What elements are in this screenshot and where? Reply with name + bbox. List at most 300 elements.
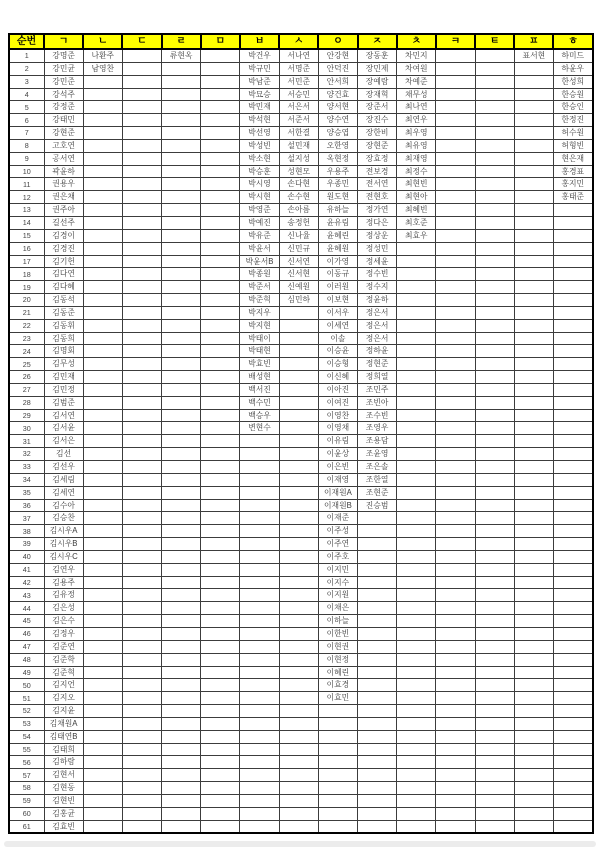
row-index-cell: 3 [9, 75, 44, 88]
name-cell [475, 653, 514, 666]
table-row [9, 139, 593, 152]
name-cell [122, 422, 161, 435]
name-cell [83, 345, 122, 358]
name-cell [436, 486, 475, 499]
name-cell [83, 589, 122, 602]
table-row [9, 371, 593, 384]
name-cell [514, 550, 553, 563]
name-cell [514, 332, 553, 345]
name-cell [436, 268, 475, 281]
name-cell: 강명준 [44, 49, 83, 62]
name-cell [475, 627, 514, 640]
name-cell [162, 191, 201, 204]
name-cell: 이효민 [318, 692, 357, 705]
name-cell [475, 512, 514, 525]
name-cell [475, 306, 514, 319]
name-cell [162, 512, 201, 525]
name-cell [162, 525, 201, 538]
name-cell [83, 640, 122, 653]
name-cell [475, 268, 514, 281]
name-cell [122, 345, 161, 358]
name-cell [397, 730, 436, 743]
name-cell [240, 653, 279, 666]
name-cell [122, 499, 161, 512]
name-cell: 최재영 [397, 152, 436, 165]
name-cell [279, 563, 318, 576]
name-cell [436, 499, 475, 512]
name-cell [279, 627, 318, 640]
name-cell [240, 602, 279, 615]
name-cell [358, 679, 397, 692]
name-cell [240, 538, 279, 551]
table-row [9, 165, 593, 178]
table-row [9, 794, 593, 807]
name-cell [279, 782, 318, 795]
name-cell [240, 794, 279, 807]
name-cell [514, 743, 553, 756]
name-cell [162, 152, 201, 165]
name-cell [83, 756, 122, 769]
name-cell: 조수빈 [358, 409, 397, 422]
row-index-cell: 5 [9, 101, 44, 114]
name-cell [358, 782, 397, 795]
table-row [9, 75, 593, 88]
name-cell [122, 371, 161, 384]
name-cell [514, 666, 553, 679]
name-cell [397, 627, 436, 640]
name-cell: 정현준 [358, 358, 397, 371]
name-cell [436, 75, 475, 88]
name-cell [553, 820, 592, 833]
name-cell [162, 640, 201, 653]
name-cell [83, 473, 122, 486]
row-index-cell: 16 [9, 242, 44, 255]
name-cell: 박건우 [240, 49, 279, 62]
row-index-cell: 28 [9, 396, 44, 409]
name-cell [83, 371, 122, 384]
name-cell: 원도현 [318, 191, 357, 204]
name-cell: 정성민 [358, 242, 397, 255]
name-cell [162, 820, 201, 833]
table-row [9, 563, 593, 576]
name-cell [201, 178, 240, 191]
name-cell [475, 486, 514, 499]
name-cell [436, 255, 475, 268]
name-cell [553, 486, 592, 499]
name-cell [279, 794, 318, 807]
name-cell: 이동규 [318, 268, 357, 281]
name-cell [358, 705, 397, 718]
row-index-cell: 1 [9, 49, 44, 62]
name-cell: 김세림 [44, 473, 83, 486]
name-cell: 손아름 [279, 204, 318, 217]
name-cell: 이지수 [318, 576, 357, 589]
table-row [9, 717, 593, 730]
name-cell [436, 640, 475, 653]
name-cell: 차민지 [397, 49, 436, 62]
name-cell [514, 165, 553, 178]
name-cell: 조빈아 [358, 396, 397, 409]
name-cell [83, 422, 122, 435]
name-cell [436, 216, 475, 229]
name-cell [279, 576, 318, 589]
table-row [9, 627, 593, 640]
name-cell: 최나연 [397, 101, 436, 114]
name-cell: 김효빈 [44, 820, 83, 833]
name-cell [201, 319, 240, 332]
name-cell [162, 666, 201, 679]
name-cell [162, 165, 201, 178]
name-cell [201, 191, 240, 204]
name-cell [397, 306, 436, 319]
name-cell [83, 332, 122, 345]
name-cell [201, 820, 240, 833]
name-cell [83, 653, 122, 666]
name-cell [279, 306, 318, 319]
name-cell [122, 139, 161, 152]
name-cell [358, 653, 397, 666]
name-cell [240, 705, 279, 718]
name-cell [475, 204, 514, 217]
name-cell [279, 602, 318, 615]
name-cell: 권용우 [44, 178, 83, 191]
name-cell [201, 627, 240, 640]
name-cell [553, 422, 592, 435]
row-index-cell: 56 [9, 756, 44, 769]
name-cell [122, 101, 161, 114]
name-cell: 오한영 [318, 139, 357, 152]
name-cell [162, 127, 201, 140]
name-cell [83, 319, 122, 332]
name-cell [240, 486, 279, 499]
table-row [9, 332, 593, 345]
name-cell [201, 499, 240, 512]
name-cell [514, 563, 553, 576]
name-cell [201, 653, 240, 666]
name-cell: 한성희 [553, 75, 592, 88]
name-cell [122, 294, 161, 307]
name-cell [514, 294, 553, 307]
name-cell [475, 358, 514, 371]
name-cell [436, 820, 475, 833]
name-cell: 김홍균 [44, 807, 83, 820]
name-cell [318, 743, 357, 756]
row-index-cell: 11 [9, 178, 44, 191]
row-index-cell: 46 [9, 627, 44, 640]
name-cell [83, 448, 122, 461]
name-cell [240, 679, 279, 692]
name-cell [122, 49, 161, 62]
name-cell [279, 461, 318, 474]
name-cell [475, 461, 514, 474]
name-cell: 장재혁 [358, 88, 397, 101]
name-cell [201, 75, 240, 88]
name-cell: 김서연 [44, 409, 83, 422]
name-cell [397, 550, 436, 563]
name-cell [201, 127, 240, 140]
name-cell: 권주아 [44, 204, 83, 217]
name-cell [436, 794, 475, 807]
name-cell [122, 332, 161, 345]
name-cell: 유하늘 [318, 204, 357, 217]
name-cell: 이영채 [318, 422, 357, 435]
name-cell: 정수빈 [358, 268, 397, 281]
header-letter-ng: ㅇ [318, 34, 357, 49]
name-cell [122, 242, 161, 255]
name-cell [122, 563, 161, 576]
name-cell [201, 435, 240, 448]
name-cell [201, 692, 240, 705]
header-letter-s: ㅅ [279, 34, 318, 49]
name-cell: 최정수 [397, 165, 436, 178]
name-cell [122, 114, 161, 127]
name-cell [553, 769, 592, 782]
name-cell [162, 807, 201, 820]
name-cell: 서한결 [279, 127, 318, 140]
name-cell [514, 358, 553, 371]
name-cell: 진승범 [358, 499, 397, 512]
name-cell [162, 242, 201, 255]
name-cell [122, 152, 161, 165]
row-index-cell: 49 [9, 666, 44, 679]
table-row [9, 448, 593, 461]
name-cell [514, 152, 553, 165]
header-letter-t: ㅌ [475, 34, 514, 49]
name-cell [397, 538, 436, 551]
name-cell [436, 306, 475, 319]
name-cell [553, 358, 592, 371]
name-cell: 이가영 [318, 255, 357, 268]
name-cell: 박남준 [240, 75, 279, 88]
name-cell [83, 769, 122, 782]
name-cell [279, 499, 318, 512]
name-cell [397, 602, 436, 615]
name-cell [201, 730, 240, 743]
name-cell: 이주연 [318, 538, 357, 551]
name-cell: 박예진 [240, 216, 279, 229]
table-row [9, 525, 593, 538]
name-cell [279, 692, 318, 705]
name-cell [514, 461, 553, 474]
name-cell: 김무성 [44, 358, 83, 371]
name-cell [122, 396, 161, 409]
name-cell [122, 204, 161, 217]
name-cell [514, 191, 553, 204]
name-cell [553, 396, 592, 409]
name-cell [358, 615, 397, 628]
name-cell: 배성현 [240, 371, 279, 384]
header-index: 순번 [9, 34, 44, 49]
table-row [9, 294, 593, 307]
name-cell [436, 653, 475, 666]
name-cell [397, 268, 436, 281]
name-cell [122, 268, 161, 281]
name-cell [83, 435, 122, 448]
name-cell [514, 679, 553, 692]
name-cell [475, 589, 514, 602]
name-cell [240, 512, 279, 525]
name-cell: 설지성 [279, 152, 318, 165]
table-row [9, 435, 593, 448]
name-cell: 김하람 [44, 756, 83, 769]
name-cell [240, 743, 279, 756]
name-cell: 최현빈 [397, 178, 436, 191]
name-cell [83, 717, 122, 730]
name-cell: 이재원B [318, 499, 357, 512]
name-cell: 강정준 [44, 101, 83, 114]
name-cell [279, 743, 318, 756]
row-index-cell: 60 [9, 807, 44, 820]
name-cell [553, 538, 592, 551]
name-cell [83, 512, 122, 525]
header-letter-h: ㅎ [553, 34, 592, 49]
name-cell: 채무성 [397, 88, 436, 101]
name-cell [397, 422, 436, 435]
name-cell [162, 705, 201, 718]
name-cell [514, 705, 553, 718]
row-index-cell: 34 [9, 473, 44, 486]
name-cell [436, 152, 475, 165]
name-cell: 손수현 [279, 191, 318, 204]
table-row [9, 229, 593, 242]
name-cell [553, 204, 592, 217]
row-index-cell: 20 [9, 294, 44, 307]
name-cell [162, 692, 201, 705]
name-cell [514, 383, 553, 396]
name-cell [514, 216, 553, 229]
name-cell [397, 345, 436, 358]
name-cell [83, 383, 122, 396]
name-cell [83, 499, 122, 512]
name-cell [83, 178, 122, 191]
name-cell [397, 461, 436, 474]
row-index-cell: 51 [9, 692, 44, 705]
name-cell [240, 550, 279, 563]
name-cell: 설민재 [279, 139, 318, 152]
name-cell [201, 152, 240, 165]
name-cell: 이한빈 [318, 627, 357, 640]
name-cell: 김기헌 [44, 255, 83, 268]
name-cell [122, 589, 161, 602]
header-letter-ch: ㅊ [397, 34, 436, 49]
name-cell [162, 229, 201, 242]
name-cell [83, 730, 122, 743]
name-cell [553, 692, 592, 705]
name-cell [358, 550, 397, 563]
row-index-cell: 48 [9, 653, 44, 666]
name-cell: 현은재 [553, 152, 592, 165]
name-cell [358, 807, 397, 820]
name-cell [122, 473, 161, 486]
name-cell [162, 486, 201, 499]
table-row [9, 49, 593, 62]
name-cell [397, 319, 436, 332]
name-cell: 강민균 [44, 62, 83, 75]
name-cell [279, 486, 318, 499]
name-cell: 양건효 [318, 88, 357, 101]
name-cell [553, 666, 592, 679]
name-cell [358, 743, 397, 756]
row-index-cell: 30 [9, 422, 44, 435]
name-cell [514, 640, 553, 653]
name-cell: 김준연 [44, 640, 83, 653]
name-cell [162, 294, 201, 307]
name-cell [358, 820, 397, 833]
name-cell: 서민준 [279, 75, 318, 88]
name-cell [279, 550, 318, 563]
name-cell [122, 730, 161, 743]
name-cell [122, 550, 161, 563]
name-cell [475, 730, 514, 743]
name-cell [240, 692, 279, 705]
name-cell: 전현호 [358, 191, 397, 204]
name-cell: 정세윤 [358, 255, 397, 268]
name-cell [83, 782, 122, 795]
name-cell [514, 435, 553, 448]
name-cell [553, 216, 592, 229]
name-cell [475, 640, 514, 653]
name-cell [553, 589, 592, 602]
name-cell [240, 589, 279, 602]
name-cell: 박윤서 [240, 242, 279, 255]
name-cell [201, 345, 240, 358]
name-cell [201, 615, 240, 628]
name-cell: 박유준 [240, 229, 279, 242]
name-cell [122, 794, 161, 807]
name-cell [279, 640, 318, 653]
name-cell: 곽윤하 [44, 165, 83, 178]
row-index-cell: 37 [9, 512, 44, 525]
name-cell: 고호연 [44, 139, 83, 152]
name-cell [436, 319, 475, 332]
name-cell [279, 705, 318, 718]
name-cell [162, 345, 201, 358]
name-cell [514, 127, 553, 140]
name-cell: 나환주 [83, 49, 122, 62]
name-cell: 신서연 [279, 255, 318, 268]
name-cell: 우용주 [318, 165, 357, 178]
name-cell [514, 178, 553, 191]
name-cell [436, 782, 475, 795]
name-cell: 이여진 [318, 396, 357, 409]
name-cell [514, 730, 553, 743]
name-cell [514, 576, 553, 589]
name-cell [397, 499, 436, 512]
row-index-cell: 13 [9, 204, 44, 217]
name-cell [240, 448, 279, 461]
name-cell [201, 216, 240, 229]
name-cell [279, 409, 318, 422]
name-cell [83, 306, 122, 319]
name-cell [162, 627, 201, 640]
name-cell: 김동준 [44, 306, 83, 319]
name-cell [475, 692, 514, 705]
name-cell [279, 435, 318, 448]
name-cell [397, 782, 436, 795]
name-cell: 강태민 [44, 114, 83, 127]
name-cell [240, 473, 279, 486]
name-cell [475, 127, 514, 140]
name-cell: 하미드 [553, 49, 592, 62]
name-cell [475, 114, 514, 127]
name-cell: 이현권 [318, 640, 357, 653]
name-cell [279, 396, 318, 409]
name-cell [436, 409, 475, 422]
name-cell [475, 794, 514, 807]
name-cell [279, 653, 318, 666]
name-cell [397, 820, 436, 833]
name-cell [358, 666, 397, 679]
